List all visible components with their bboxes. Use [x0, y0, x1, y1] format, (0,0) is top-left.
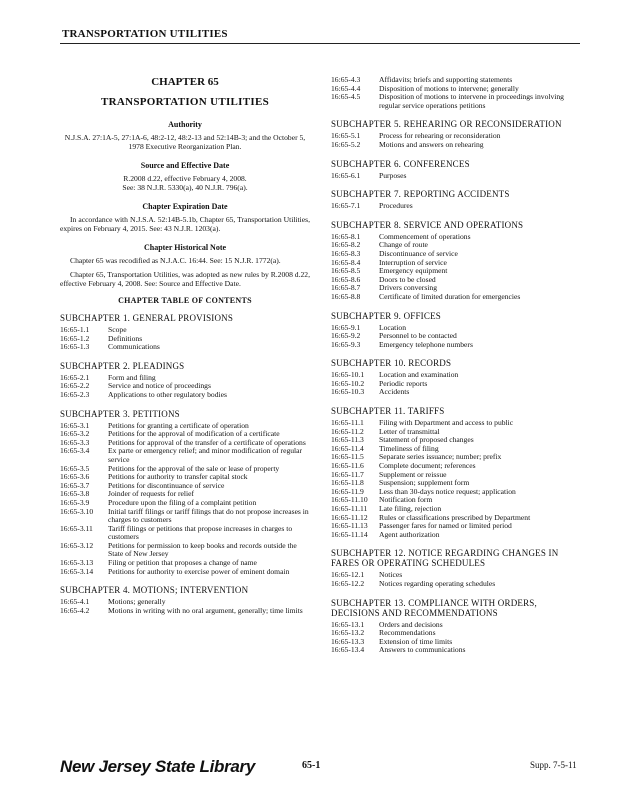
- section-number: 16:65-3.4: [60, 446, 90, 456]
- section-title: Affidavits; briefs and supporting statements: [379, 75, 513, 84]
- toc-entry: [60, 335, 310, 344]
- toc-entry: [331, 267, 585, 276]
- section-number: 16:65-11.1: [331, 418, 364, 428]
- section-title: Filing or petition that proposes a change of name: [108, 558, 257, 568]
- section-number: 16:65-8.3: [331, 248, 361, 258]
- toc-entry: [331, 233, 585, 242]
- toc-entry: [331, 488, 585, 497]
- section-title: Motions in writing with no oral argument, generally; time limits: [108, 605, 303, 615]
- section-number: 16:65-8.2: [331, 240, 361, 250]
- section-number: 16:65-3.1: [60, 420, 90, 430]
- toc-entry: [331, 496, 585, 505]
- section-number: 16:65-2.3: [60, 389, 90, 399]
- section-title: Petitions for the approval of the sale or lease of property: [108, 463, 280, 473]
- section-number: 16:65-3.9: [60, 497, 90, 507]
- section-number: 16:65-8.1: [331, 231, 361, 241]
- section-number: 16:65-9.1: [331, 322, 361, 332]
- section-title: Statement of proposed changes: [379, 435, 474, 445]
- toc-entry: [331, 250, 585, 259]
- section-number: 16:65-11.11: [331, 504, 368, 513]
- toc-entry: [60, 568, 310, 577]
- section-title: Less than 30-days notice request; application: [379, 486, 516, 496]
- source-line-1: R.2008 d.22, effective February 4, 2008.: [123, 174, 247, 183]
- section-number: 16:65-10.2: [331, 378, 365, 388]
- subchapter-heading: SUBCHAPTER 2. PLEADINGS: [60, 360, 185, 371]
- subchapter-heading: SUBCHAPTER 12. NOTICE REGARDING CHANGES IN FARES OR OPERATING SCHEDULES: [331, 548, 559, 569]
- section-title: Petitions for granting a certificate of operation: [108, 420, 249, 430]
- section-title: Applications to other regulatory bodies: [108, 389, 227, 399]
- section-number: 16:65-8.4: [331, 257, 361, 267]
- section-title: Filing with Department and access to public: [379, 418, 514, 428]
- section-title: Separate series issuance; number; prefix: [379, 452, 502, 462]
- section-number: 16:65-8.7: [331, 283, 361, 293]
- section-title: Orders and decisions: [379, 619, 443, 629]
- toc-entry: [331, 380, 585, 389]
- section-number: 16:65-13.2: [331, 628, 365, 638]
- subchapter-heading: SUBCHAPTER 10. RECORDS: [331, 358, 452, 369]
- left-column: [60, 76, 310, 615]
- section-number: 16:65-3.10: [60, 506, 94, 516]
- section-title: Agent authorization: [379, 529, 440, 539]
- section-title: Notification form: [379, 495, 433, 505]
- toc-entry: [60, 542, 310, 559]
- section-title: Discontinuance of service: [379, 248, 458, 258]
- section-number: 16:65-3.11: [60, 523, 93, 533]
- section-number: 16:65-11.14: [331, 529, 368, 539]
- toc-entry: [60, 525, 310, 542]
- section-title: Personnel to be contacted: [379, 331, 457, 341]
- toc-entry: [331, 172, 585, 181]
- section-number: 16:65-11.10: [331, 495, 368, 505]
- toc-entry: [60, 343, 310, 352]
- section-title: Petitions for approval of the transfer of a certificate of operations: [108, 437, 306, 447]
- historical-text-1: Chapter 65 was recodified as N.J.A.C. 16:44. See: 15 N.J.R. 1772(a).: [70, 256, 281, 265]
- section-number: 16:65-5.2: [331, 139, 361, 149]
- section-number: 16:65-9.2: [331, 331, 361, 341]
- section-number: 16:65-1.2: [60, 333, 90, 343]
- section-title: Petitions for permission to keep books and records outside the State of New Jersey: [108, 540, 297, 559]
- subchapter-heading: SUBCHAPTER 8. SERVICE AND OPERATIONS: [331, 219, 524, 230]
- section-number: 16:65-10.3: [331, 387, 365, 397]
- section-number: 16:65-6.1: [331, 170, 361, 180]
- section-title: Accidents: [379, 387, 410, 397]
- historical-heading: Chapter Historical Note: [143, 243, 227, 252]
- section-title: Motions and answers on rehearing: [379, 139, 484, 149]
- toc-entry: [60, 447, 310, 464]
- section-number: 16:65-8.5: [331, 266, 361, 276]
- section-title: Tariff filings or petitions that propose increases in charges to customers: [108, 523, 293, 542]
- section-title: Petitions for authority to transfer capital stock: [108, 472, 248, 482]
- section-title: Notices regarding operating schedules: [379, 578, 496, 588]
- section-title: Motions; generally: [108, 597, 166, 607]
- toc-entry: [331, 621, 585, 630]
- running-header: TRANSPORTATION UTILITIES: [62, 28, 228, 40]
- section-number: 16:65-3.3: [60, 437, 90, 447]
- section-title: Ex parte or emergency relief; and minor modification of regular service: [108, 446, 303, 464]
- section-number: 16:65-4.5: [331, 92, 361, 102]
- subchapter-heading: SUBCHAPTER 13. COMPLIANCE WITH ORDERS, DECISIONS AND RECOMMENDATIONS: [331, 597, 537, 618]
- subchapter-heading: SUBCHAPTER 5. REHEARING OR RECONSIDERATION: [331, 119, 562, 130]
- section-title: Service and notice of proceedings: [108, 381, 211, 391]
- toc-entry: [331, 93, 585, 110]
- section-title: Joinder of requests for relief: [108, 489, 195, 499]
- toc-heading: CHAPTER TABLE OF CONTENTS: [118, 296, 252, 305]
- toc-entry: [331, 646, 585, 655]
- section-number: 16:65-3.7: [60, 480, 90, 490]
- section-title: Drivers conversing: [379, 283, 437, 293]
- section-number: 16:65-1.3: [60, 342, 90, 352]
- toc-entry: [331, 531, 585, 540]
- section-number: 16:65-11.2: [331, 426, 364, 436]
- toc-entry: [331, 580, 585, 589]
- section-number: 16:65-11.8: [331, 478, 364, 488]
- toc-entry: [331, 202, 585, 211]
- section-title: Interruption of service: [379, 257, 447, 267]
- chapter-title: TRANSPORTATION UTILITIES: [100, 96, 270, 108]
- section-title: Change of route: [379, 240, 428, 250]
- section-title: Initial tariff filings or tariff filings that do not propose increases in charges to customers: [108, 506, 309, 525]
- section-title: Process for rehearing or reconsideration: [379, 131, 501, 141]
- section-number: 16:65-8.6: [331, 274, 361, 284]
- section-title: Commencement of operations: [379, 231, 471, 241]
- section-number: 16:65-13.4: [331, 645, 365, 655]
- toc-entry: [331, 436, 585, 445]
- section-number: 16:65-3.5: [60, 463, 90, 473]
- section-number: 16:65-4.1: [60, 597, 90, 607]
- expiration-text: In accordance with N.J.S.A. 52:14B-5.1b, Chapter 65, Transportation Utilities, expires on February 4, 2015. See: 43 N.J.R. 1203(a).: [60, 215, 310, 233]
- expiration-heading: Chapter Expiration Date: [142, 202, 228, 211]
- section-title: Passenger fares for named or limited period: [379, 521, 512, 531]
- section-title: Procedure upon the filing of a complaint petition: [108, 497, 257, 507]
- section-number: 16:65-11.4: [331, 443, 364, 453]
- toc-entry: [331, 462, 585, 471]
- section-title: Complete document; references: [379, 461, 476, 471]
- section-title: Notices: [379, 570, 403, 580]
- section-title: Form and filing: [108, 372, 156, 382]
- toc-entry: [331, 259, 585, 268]
- subchapter-heading: SUBCHAPTER 6. CONFERENCES: [331, 158, 470, 169]
- section-number: 16:65-12.1: [331, 570, 365, 580]
- section-title: Communications: [108, 342, 160, 352]
- source-line-2: See: 38 N.J.R. 5330(a), 40 N.J.R. 796(a).: [122, 183, 248, 192]
- right-column: [331, 76, 585, 655]
- toc-entry: [60, 508, 310, 525]
- toc-entry: [331, 522, 585, 531]
- section-title: Petitions for authority to exercise power of eminent domain: [108, 566, 290, 576]
- section-number: 16:65-4.3: [331, 75, 361, 84]
- section-number: 16:65-11.13: [331, 521, 368, 531]
- section-title: Purposes: [379, 170, 407, 180]
- subchapter-heading: SUBCHAPTER 3. PETITIONS: [60, 408, 180, 419]
- section-number: 16:65-5.1: [331, 131, 361, 141]
- section-number: 16:65-3.14: [60, 566, 94, 576]
- source-heading: Source and Effective Date: [140, 161, 230, 170]
- section-title: Supplement or reissue: [379, 469, 447, 479]
- section-number: 16:65-13.1: [331, 619, 365, 629]
- section-title: Letter of transmittal: [379, 426, 440, 436]
- section-number: 16:65-1.1: [60, 325, 90, 334]
- left-toc: [60, 313, 310, 615]
- section-number: 16:65-12.2: [331, 578, 365, 588]
- chapter-number: CHAPTER 65: [151, 76, 219, 88]
- section-number: 16:65-3.12: [60, 540, 94, 550]
- toc-entry: [60, 326, 310, 335]
- section-title: Periodic reports: [379, 378, 428, 388]
- section-title: Scope: [108, 325, 127, 334]
- section-title: Timeliness of filing: [379, 443, 439, 453]
- section-title: Extension of time limits: [379, 636, 453, 646]
- section-title: Definitions: [108, 333, 143, 343]
- subchapter-heading: SUBCHAPTER 1. GENERAL PROVISIONS: [60, 313, 234, 323]
- section-title: Emergency equipment: [379, 266, 448, 276]
- section-number: 16:65-3.2: [60, 429, 90, 439]
- subchapter-heading: SUBCHAPTER 7. REPORTING ACCIDENTS: [331, 189, 510, 200]
- section-number: 16:65-11.6: [331, 461, 364, 471]
- section-number: 16:65-11.9: [331, 486, 364, 496]
- section-number: 16:65-4.4: [331, 83, 361, 93]
- section-title: Rules or classifications prescribed by Department: [379, 512, 531, 522]
- toc-entry: [331, 388, 585, 397]
- right-top-items: [331, 76, 585, 110]
- section-title: Disposition of motions to intervene in proceedings involving regular service operations petitions: [379, 92, 564, 110]
- section-number: 16:65-4.2: [60, 605, 90, 615]
- section-title: Petitions for discontinuance of service: [108, 480, 225, 490]
- section-number: 16:65-8.8: [331, 291, 361, 301]
- section-number: 16:65-3.6: [60, 472, 90, 482]
- toc-entry: [331, 241, 585, 250]
- authority-text: N.J.S.A. 27:1A-5, 27:1A-6, 48:2-12, 48:2-13 and 52:14B-3; and the October 5, 1978 Executive Reorganization Plan.: [64, 133, 306, 151]
- toc-entry: [331, 629, 585, 638]
- section-number: 16:65-11.3: [331, 435, 364, 445]
- toc-entry: [331, 371, 585, 380]
- toc-entry: [331, 293, 585, 302]
- section-title: Answers to communications: [379, 645, 466, 655]
- section-number: 16:65-7.1: [331, 201, 361, 211]
- right-toc: [331, 119, 585, 655]
- subchapter-heading: SUBCHAPTER 11. TARIFFS: [331, 406, 445, 417]
- supplement-date: Supp. 7-5-11: [530, 760, 577, 770]
- header-rule: [60, 43, 580, 44]
- page-number: 65-1: [302, 760, 321, 771]
- section-number: 16:65-11.5: [331, 452, 364, 462]
- toc-entry: [60, 607, 310, 616]
- toc-entry: [60, 391, 310, 400]
- section-number: 16:65-2.1: [60, 372, 90, 382]
- section-title: Doors to be closed: [379, 274, 436, 284]
- section-title: Petitions for the approval of modification of a certificate: [108, 429, 280, 439]
- subchapter-heading: SUBCHAPTER 9. OFFICES: [331, 310, 441, 321]
- section-title: Location: [379, 322, 406, 332]
- section-title: Location and examination: [379, 370, 459, 380]
- section-number: 16:65-13.3: [331, 636, 365, 646]
- historical-text-2: Chapter 65, Transportation Utilities, was adopted as new rules by R.2008 d.22, effective February 4, 2008. See: Source and Effective Date.: [60, 270, 310, 288]
- section-number: 16:65-11.12: [331, 512, 368, 522]
- toc-entry: [331, 276, 585, 285]
- toc-entry: [331, 141, 585, 150]
- toc-entry: [331, 341, 585, 350]
- section-number: 16:65-9.3: [331, 339, 361, 349]
- section-number: 16:65-3.13: [60, 558, 94, 568]
- subchapter-heading: SUBCHAPTER 4. MOTIONS; INTERVENTION: [60, 585, 249, 596]
- section-title: Certificate of limited duration for emergencies: [379, 291, 521, 301]
- section-title: Late filing, rejection: [379, 504, 442, 513]
- section-number: 16:65-11.7: [331, 469, 364, 479]
- toc-entry: [331, 419, 585, 428]
- section-number: 16:65-10.1: [331, 370, 365, 380]
- section-title: Suspension; supplement form: [379, 478, 470, 488]
- library-stamp: New Jersey State Library: [60, 757, 256, 776]
- toc-entry: [331, 324, 585, 333]
- section-number: 16:65-2.2: [60, 381, 90, 391]
- section-title: Emergency telephone numbers: [379, 339, 473, 349]
- section-number: 16:65-3.8: [60, 489, 90, 499]
- authority-heading: Authority: [168, 120, 202, 129]
- section-title: Disposition of motions to intervene; generally: [379, 83, 519, 93]
- section-title: Procedures: [379, 201, 413, 211]
- section-title: Recommendations: [379, 628, 436, 638]
